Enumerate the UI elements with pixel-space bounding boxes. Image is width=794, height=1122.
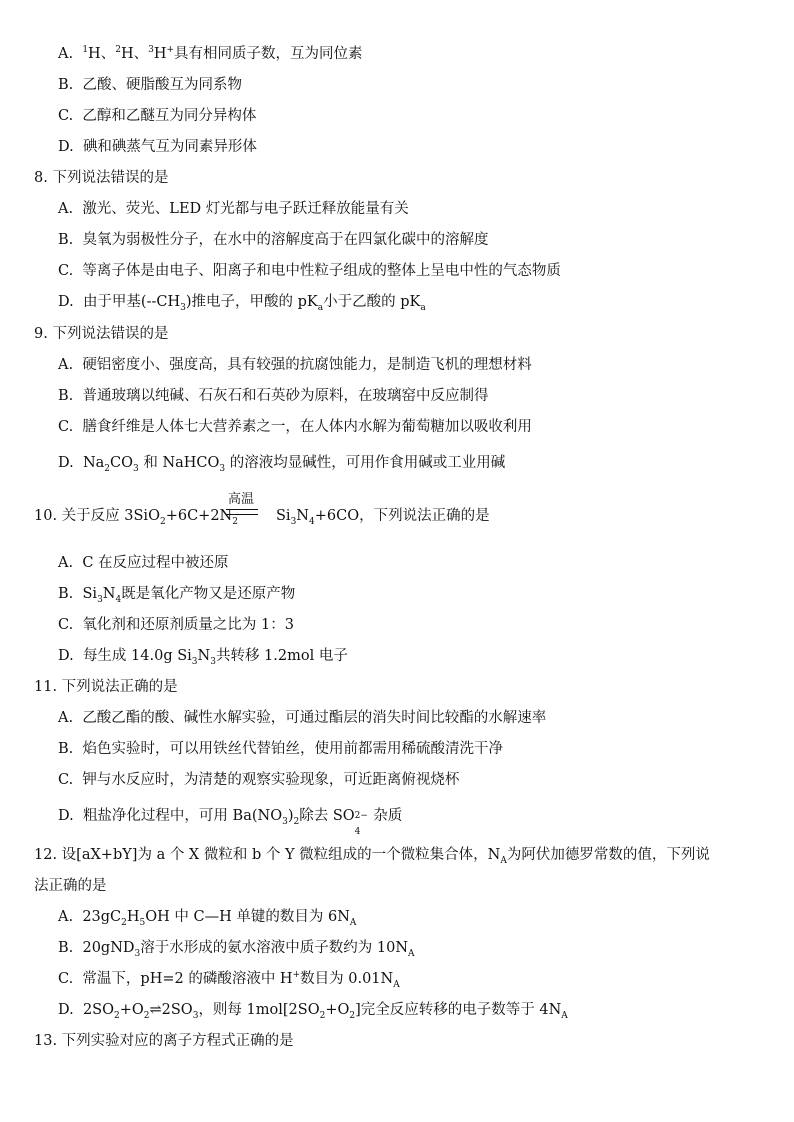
q10-stem: 10. 关于反应 $3SiO_2+6C+2N_2$ $Si_3N_4+6CO$，下列说法正确的是 [34,508,490,527]
q7-option-a: A. $^1$H、$^2$H、$^3$H+具有相同质子数，互为同位素 [58,45,363,62]
q12-option-a: A. $23gC_2H_5OH$ 中 C—H 单键的数目为 $6N_A$ [58,909,357,928]
q12-option-d: D. $2SO_2+O_2\rightleftharpoons 2SO_3$，则每 $1mol[2SO_2+O_2]$完全反应转移的电子数等于 $4N_A$ [58,1002,568,1021]
q11-option-d: D. 粗盐净化过程中，可用 $Ba(NO_3)_2$除去 SO 2− 4 杂质 [58,808,403,837]
q12-stem-line2: 法正确的是 [34,878,107,894]
q8-option-d: D. 由于甲基$(--CH_3)$推电子，甲酸的 $pK_a$小于乙酸的 $pK_a$ [58,294,426,313]
q10-option-a: A. C 在反应过程中被还原 [58,555,229,571]
q11-option-a: A. 乙酸乙酯的酸、碱性水解实验，可通过酯层的消失时间比较酯的水解速率 [58,710,547,726]
q10-option-b: B. $Si_3N_4$既是氧化产物又是还原产物 [58,586,296,605]
q12-stem-line1: 12. 设[aX+bY]为 a 个 X 微粒和 b 个 Y 微粒组成的一个微粒集合体，$N_A$为阿伏加德罗常数的值，下列说 [34,847,710,866]
q7-option-b: B. 乙酸、硬脂酸互为同系物 [58,77,242,93]
q11-option-b: B. 焰色实验时，可以用铁丝代替铂丝，使用前都需用稀硫酸清洗干净 [58,741,503,757]
q9-stem: 9. 下列说法错误的是 [34,326,169,342]
q8-option-a: A. 激光、荧光、LED 灯光都与电子跃迁释放能量有关 [58,201,409,217]
q10-option-d: D. 每生成 14.0g $Si_3N_3$共转移 1.2mol 电子 [58,648,348,667]
q9-option-a: A. 硬铝密度小、强度高，具有较强的抗腐蚀能力，是制造飞机的理想材料 [58,357,532,373]
q9-option-d: D. $Na_2CO_3$ 和 NaHCO$_3$ 的溶液均显碱性，可用作食用碱或工业用碱 [58,455,506,474]
q12-option-c: C. 常温下，pH=2 的磷酸溶液中 H+数目为 $0.01N_A$ [58,970,400,990]
q11-stem: 11. 下列说法正确的是 [34,679,178,695]
q8-option-b: B. 臭氧为弱极性分子，在水中的溶解度高于在四氯化碳中的溶解度 [58,232,489,248]
q13-stem: 13. 下列实验对应的离子方程式正确的是 [34,1033,294,1049]
q10-option-c: C. 氧化剂和还原剂质量之比为 1：3 [58,617,294,633]
q7-option-c: C. 乙醇和乙醚互为同分异构体 [58,108,257,124]
reaction-condition: 高温 [228,492,255,507]
q12-option-b: B. 20gND$_3$溶于水形成的氨水溶液中质子数约为 $10N_A$ [58,940,415,959]
q7-option-d: D. 碘和碘蒸气互为同素异形体 [58,139,257,155]
q9-option-c: C. 膳食纤维是人体七大营养素之一，在人体内水解为葡萄糖加以吸收利用 [58,419,532,435]
q8-stem: 8. 下列说法错误的是 [34,170,169,186]
q8-option-c: C. 等离子体是由电子、阳离子和电中性粒子组成的整体上呈电中性的气态物质 [58,263,561,279]
q9-option-b: B. 普通玻璃以纯碱、石灰石和石英砂为原料，在玻璃窑中反应制得 [58,388,489,404]
q11-option-c: C. 钾与水反应时，为清楚的观察实验现象，可近距离俯视烧杯 [58,772,460,788]
